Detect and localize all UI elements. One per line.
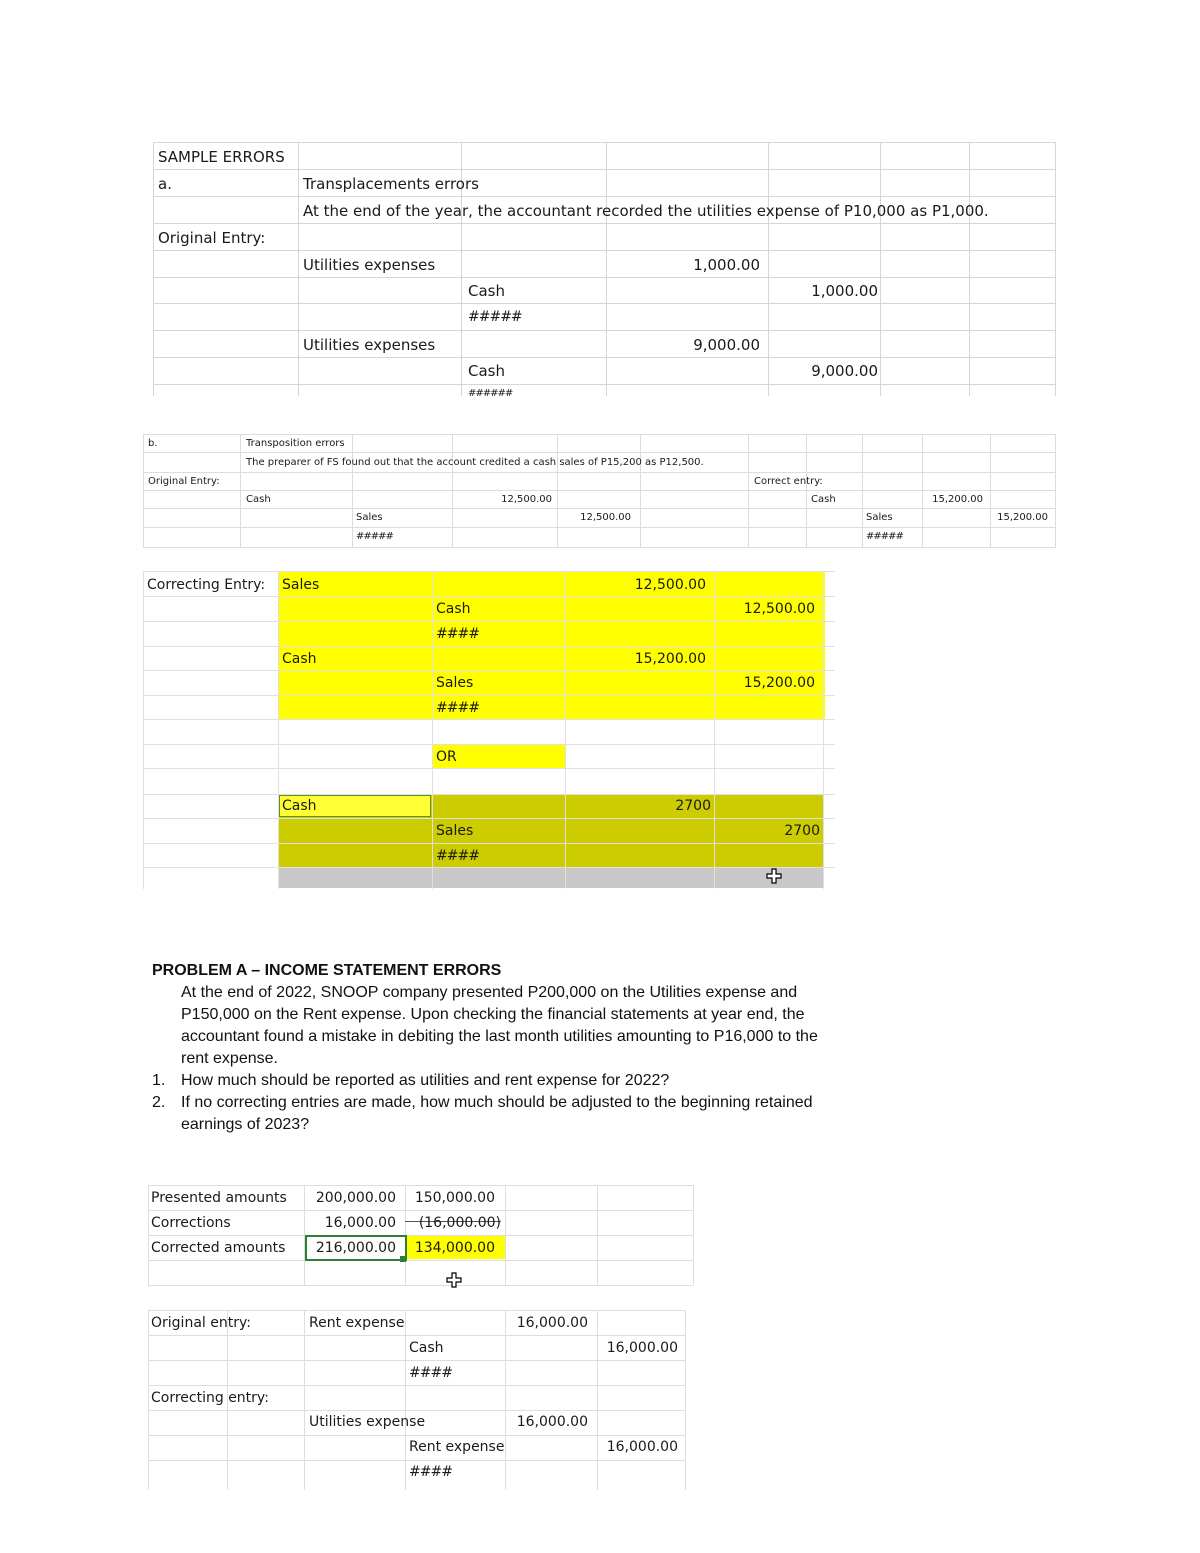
entry-account: Cash xyxy=(811,494,836,505)
problem-paragraph-line: accountant found a mistake in debiting the last month utilities amounting to P16,000 to the xyxy=(181,1028,818,1045)
entry-account: Cash xyxy=(468,362,505,380)
entry-account: Sales xyxy=(436,675,474,691)
entry-account: Cash xyxy=(468,282,505,300)
problem-paragraph-line: P150,000 on the Rent expense. Upon checking the financial statements at year end, the xyxy=(181,1006,805,1023)
entry-account: Cash xyxy=(436,601,471,617)
error-description: At the end of the year, the accountant recorded the utilities expense of P10,000 as P1,000. xyxy=(303,202,989,220)
entry-debit: 9,000.00 xyxy=(693,336,760,354)
row-label: Corrections xyxy=(151,1215,231,1231)
entry-account: Cash xyxy=(246,494,271,505)
entry-debit: 1,000.00 xyxy=(693,256,760,274)
entry-credit: 9,000.00 xyxy=(811,362,878,380)
entry-account: Sales xyxy=(356,512,383,523)
error-type-heading: Transplacements errors xyxy=(303,175,479,193)
item-label-a: a. xyxy=(158,175,172,193)
entry-credit: 2700 xyxy=(784,823,820,839)
problem-title: PROBLEM A – INCOME STATEMENT ERRORS xyxy=(152,962,502,979)
overflow-cell: #### xyxy=(436,848,479,864)
correct-entry-label: Correct entry: xyxy=(754,476,823,487)
rent-amount: 134,000.00 xyxy=(414,1240,495,1256)
sheet-header: SAMPLE ERRORS xyxy=(158,148,285,166)
entry-credit: 12,500.00 xyxy=(580,512,631,523)
entry-account: Sales xyxy=(866,512,893,523)
overflow-cell: ##### xyxy=(468,309,522,325)
problem-paragraph-line: rent expense. xyxy=(181,1050,278,1067)
entry-account: Rent expense xyxy=(409,1439,505,1455)
entry-account: Cash xyxy=(282,651,317,667)
error-description: The preparer of FS found out that the account credited a cash sales of P15,200 as P12,500. xyxy=(246,457,704,468)
entry-credit: 15,200.00 xyxy=(997,512,1048,523)
correcting-entry-label: Correcting entry: xyxy=(151,1390,269,1406)
question-2-line: If no correcting entries are made, how much should be adjusted to the beginning retained xyxy=(181,1094,813,1111)
entry-account: Rent expense xyxy=(309,1315,405,1331)
entry-credit: 16,000.00 xyxy=(606,1439,678,1455)
entry-account: Sales xyxy=(282,577,320,593)
entry-debit: 12,500.00 xyxy=(634,577,706,593)
overflow-cell: ##### xyxy=(866,531,903,542)
entry-account: Utilities expenses xyxy=(303,336,436,354)
question-2-line: earnings of 2023? xyxy=(181,1116,310,1133)
overflow-cell: #### xyxy=(409,1365,452,1381)
utilities-amount: 216,000.00 xyxy=(315,1240,396,1256)
cell-cursor-icon xyxy=(446,1272,462,1288)
cell-cursor-icon xyxy=(766,868,782,884)
overflow-cell: #### xyxy=(436,626,479,642)
entry-credit: 12,500.00 xyxy=(743,601,815,617)
entry-debit: 15,200.00 xyxy=(634,651,706,667)
problem-paragraph-line: At the end of 2022, SNOOP company presented P200,000 on the Utilities expense and xyxy=(181,984,798,1001)
overflow-cell: ###### xyxy=(468,388,513,399)
error-type-heading: Transposition errors xyxy=(246,438,345,449)
overflow-cell: ##### xyxy=(356,531,393,542)
entry-debit: 2700 xyxy=(675,798,711,814)
utilities-amount: 200,000.00 xyxy=(315,1190,396,1206)
overflow-cell: #### xyxy=(409,1464,452,1480)
item-label-b: b. xyxy=(148,438,158,449)
original-entry-label: Original entry: xyxy=(151,1315,251,1331)
original-entry-label: Original Entry: xyxy=(158,229,266,247)
question-number: 1. xyxy=(152,1072,166,1089)
entry-account: Utilities expenses xyxy=(303,256,436,274)
question-1: How much should be reported as utilities and rent expense for 2022? xyxy=(181,1072,670,1089)
entry-account: Utilities expense xyxy=(309,1414,426,1430)
entry-credit: 1,000.00 xyxy=(811,282,878,300)
entry-account: Cash xyxy=(282,798,317,814)
row-label: Presented amounts xyxy=(151,1190,287,1206)
utilities-amount: 16,000.00 xyxy=(324,1215,396,1231)
entry-debit: 16,000.00 xyxy=(516,1414,588,1430)
fill-handle[interactable] xyxy=(400,1256,406,1262)
row-label: Corrected amounts xyxy=(151,1240,286,1256)
selection-row xyxy=(278,867,823,888)
original-entry-label: Original Entry: xyxy=(148,476,220,487)
entry-debit: 15,200.00 xyxy=(932,494,983,505)
rent-amount: (16,000.00) xyxy=(418,1215,501,1231)
problem-statement xyxy=(152,960,818,1136)
or-label: OR xyxy=(436,749,457,765)
overflow-cell: #### xyxy=(436,700,479,716)
entry-debit: 16,000.00 xyxy=(516,1315,588,1331)
highlight-block xyxy=(278,571,825,719)
entry-debit: 12,500.00 xyxy=(501,494,552,505)
question-number: 2. xyxy=(152,1094,166,1111)
entry-credit: 15,200.00 xyxy=(743,675,815,691)
entry-account: Cash xyxy=(409,1340,444,1356)
entry-credit: 16,000.00 xyxy=(606,1340,678,1356)
rent-amount: 150,000.00 xyxy=(414,1190,495,1206)
correcting-entry-label: Correcting Entry: xyxy=(147,577,266,593)
entry-account: Sales xyxy=(436,823,474,839)
